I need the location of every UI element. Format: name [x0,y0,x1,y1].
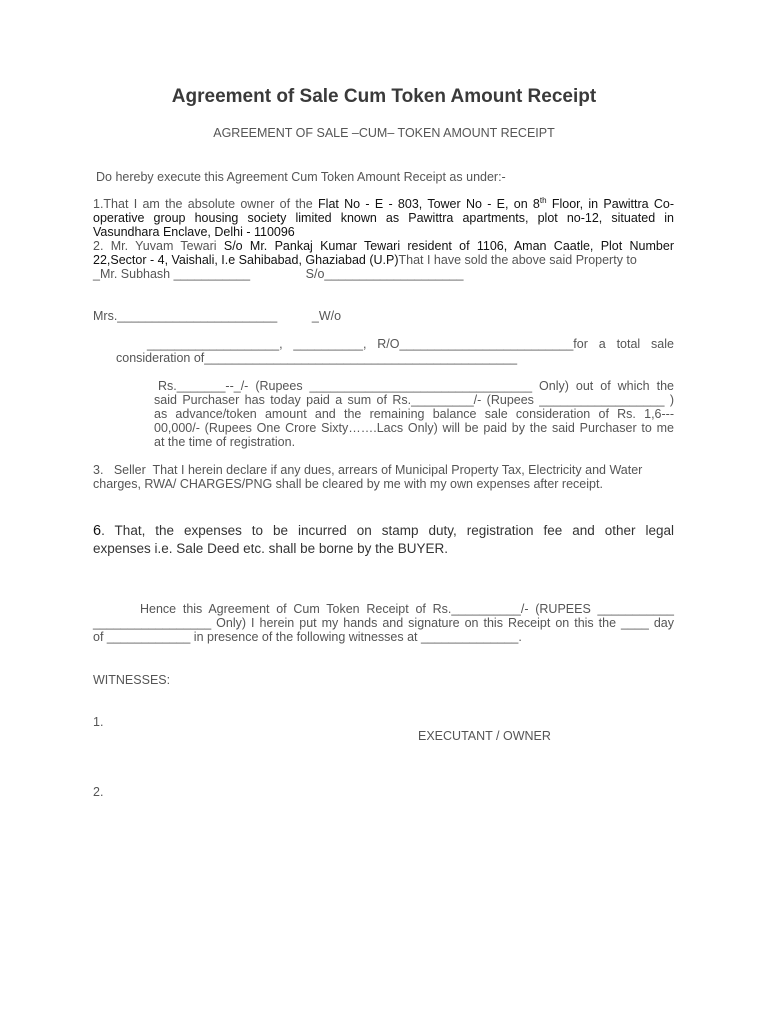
clause-1-line-3: Vasundhara Enclave, Delhi - 110096 [93,225,295,239]
clause-6-line-2: expenses i.e. Sale Deed etc. shall be borne by the BUYER. [93,541,448,556]
clause-6 [93,522,674,558]
clause-1-floor-rest: Floor, in Pawittra Co- [546,197,674,211]
clause-3-line-1: 3. Seller That I herein declare if any dues, arrears of Municipal Property Tax, Electricity and Water [93,463,643,477]
payment-line-3: as advance/token amount and the remaining balance sale consideration of Rs. 1,6--- [154,407,674,421]
clause-2-sold-text: That I have sold the above said Property to [398,253,637,267]
payment-line-5: at the time of registration. [154,435,296,449]
clause-1-line-2: operative group housing society limited known as Pawittra apartments, plot no-12, situated in [93,211,674,225]
clause-1-flat-text: Flat No - E - 803, Tower No - E, on 8 [318,197,540,211]
clause-2-line-1-rest: S/o Mr. Pankaj Kumar Tewari resident of 1106, Aman Caatle, Plot Number [223,239,674,253]
clause-1-prefix: 1.That I am the absolute owner of the [93,197,319,211]
clause-3-line-2: charges, RWA/ CHARGES/PNG shall be cleared by me with my own expenses after receipt. [93,477,603,491]
hence-line-2: _________________ Only) I herein put my hands and signature on this Receipt on this the ____ day [93,616,674,630]
document-title: Agreement of Sale Cum Token Amount Receipt [171,86,597,107]
clause-6-number: 6 [93,523,102,539]
payment-line-1: Rs._______--_/- (Rupees ________________________________ Only) out of which the [158,379,674,393]
witness-2-number: 2. [93,785,104,799]
payment-line-4: 00,000/- (Rupees One Crore Sixty…….Lacs Only) will be paid by the said Purchaser to me [154,421,674,435]
payment-block [154,379,674,449]
clause-2-line-3: _Mr. Subhash ___________ S/o____________________ [93,267,464,281]
mrs-line: Mrs._______________________ _W/o [93,309,342,323]
clause-2-address: 22,Sector - 4, Vaishali, I.e Sahibabad, Ghaziabad (U.P) [93,253,399,267]
intro-text: Do hereby execute this Agreement Cum Token Amount Receipt as under:- [96,170,506,184]
hence-line-3: of ____________ in presence of the following witnesses at ______________. [93,630,522,644]
payment-line-2: said Purchaser has today paid a sum of Rs._________/- (Rupees __________________ ) [154,393,674,407]
document-subtitle: AGREEMENT OF SALE –CUM– TOKEN AMOUNT RECEIPT [213,126,555,140]
ro-line: ___________________, __________, R/O_________________________for a total sale [147,337,674,351]
clause-2-line-2 [93,253,674,267]
hence-line-1: Hence this Agreement of Cum Token Receipt of Rs.__________/- (RUPEES ___________ [140,602,674,616]
witnesses-label: WITNESSES: [93,673,171,687]
clause-2-line-1 [93,239,674,253]
clause-2 [93,239,674,281]
clause-1 [93,197,674,239]
clause-1-flat [318,197,674,211]
clause-2-prefix: 2. Mr. Yuvam Tewari [93,239,224,253]
clause-6-line-1-text: . That, the expenses to be incurred on stamp duty, registration fee and other legal [101,523,674,538]
clause-3 [93,463,674,491]
clause-6-line-1 [93,522,674,540]
hence-block [93,602,674,644]
consideration-line: consideration of_____________________________________________ [116,351,518,365]
executant-label: EXECUTANT / OWNER [418,729,551,743]
clause-1-line-1 [93,197,674,211]
clause-1-floor-sup: th [539,195,547,205]
witness-1-number: 1. [93,715,104,729]
